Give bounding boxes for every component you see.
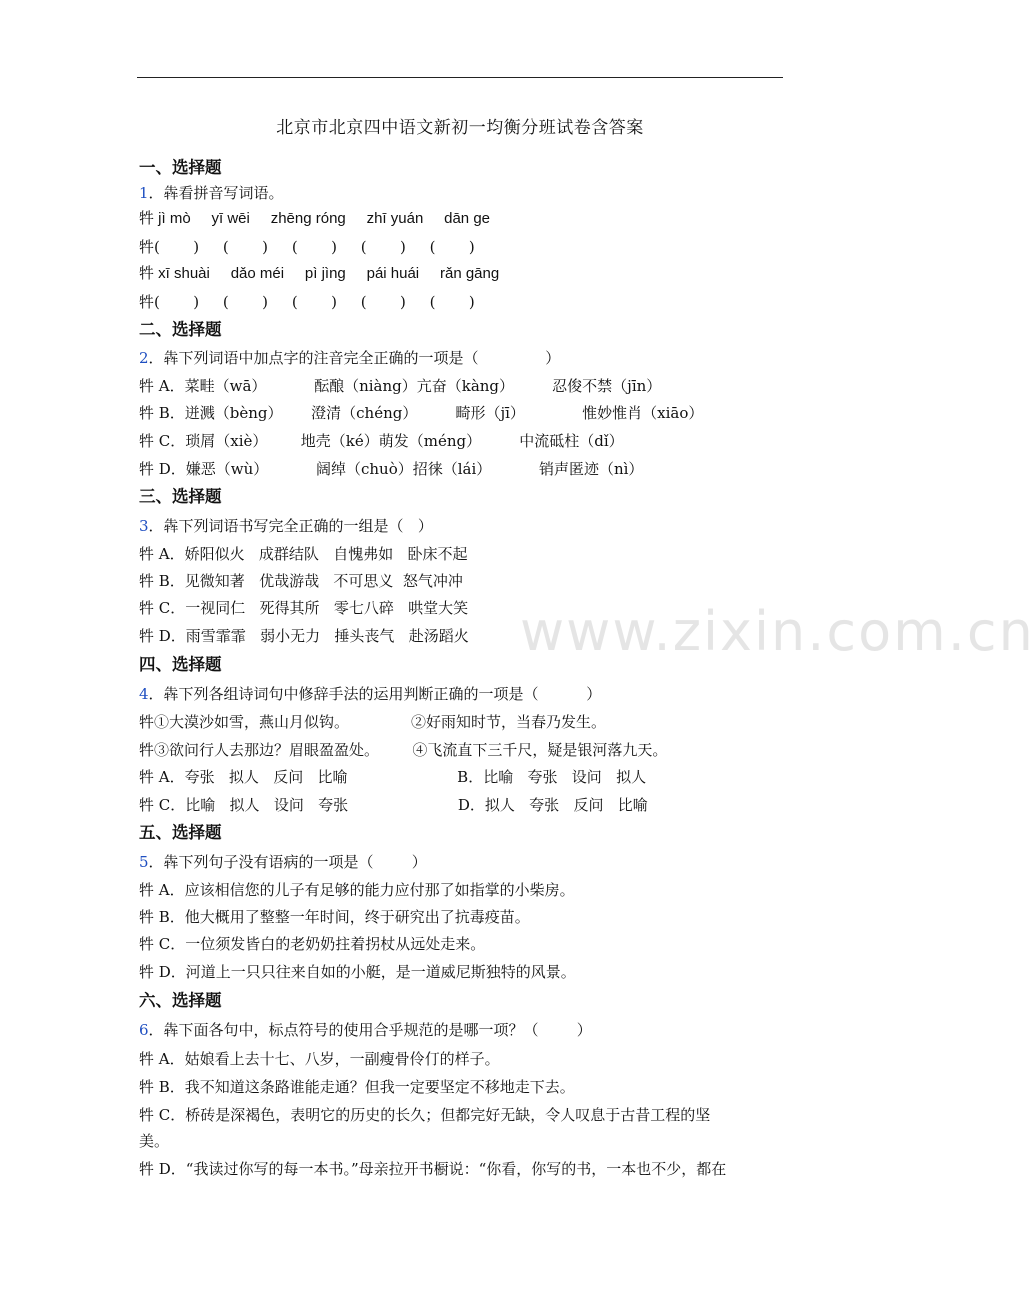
section-heading: 五、选择题 [139, 823, 222, 842]
text-line: 美。 [139, 1132, 170, 1150]
text-line: 牪 D．河道上一只只往来自如的小艇，是一道威尼斯独特的风景。 [139, 963, 576, 981]
text-line: 牪 A．娇阳似火 成群结队 自愧弗如 卧床不起 [139, 545, 468, 563]
question-stem: 6．犇下面各句中，标点符号的使用合乎规范的是哪一项？（ ） [139, 1021, 592, 1039]
text-line: 牪( ) ( ) ( ) ( ) ( ) [139, 293, 475, 311]
text-line: 牪③欲问行人去那边？眉眼盈盈处。 ④飞流直下三千尺，疑是银河落九天。 [139, 741, 668, 759]
text-line: 牪 D．嫌恶（wù） 阔绰（chuò）招徕（lái） 销声匿迹（nì） [139, 460, 644, 478]
section-heading: 二、选择题 [139, 320, 222, 339]
text-line: 牪 C．一位须发皆白的老奶奶拄着拐杖从远处走来。 [139, 935, 486, 953]
text-line: 牪 jì mò yī wēi zhēng róng zhī yuán dān ge [139, 210, 491, 227]
question-stem: 4．犇下列各组诗词句中修辞手法的运用判断正确的一项是（ ） [139, 685, 602, 703]
section-heading: 一、选择题 [139, 158, 222, 177]
question-stem: 3．犇下列词语书写完全正确的一组是（ ） [139, 517, 433, 535]
section-heading: 四、选择题 [139, 655, 222, 674]
text-line: 牪 B．我不知道这条路谁能走通？但我一定要坚定不移地走下去。 [139, 1078, 575, 1096]
text-line: 牪 xī shuài dǎo méi pì jìng pái huái rǎn gāng [139, 265, 500, 282]
text-line: 牪①大漠沙如雪，燕山月似钩。 ②好雨知时节，当春乃发生。 [139, 713, 606, 731]
text-line: 牪 B．迸溅（bèng） 澄清（chéng） 畸形（jī） 惟妙惟肖（xiāo） [139, 404, 704, 422]
section-heading: 三、选择题 [139, 487, 222, 506]
text-line: 牪 A．夸张 拟人 反问 比喻 B．比喻 夸张 设问 拟人 [139, 768, 647, 786]
text-line: 牪 C．一视同仁 死得其所 零七八碎 哄堂大笑 [139, 599, 469, 617]
text-line: 牪 C．琐屑（xiè） 地壳（ké）萌发（méng） 中流砥柱（dǐ） [139, 432, 624, 450]
watermark: www.zixin.com.cn [520, 600, 1035, 663]
text-line: 牪 B．见微知著 优哉游哉 不可思义 怒气冲冲 [139, 572, 463, 590]
text-line: 牪 A．应该相信您的儿子有足够的能力应付那了如指掌的小柴房。 [139, 881, 575, 899]
text-line: 牪 A．菜畦（wā） 酝酿（niàng）亢奋（kàng） 忍俊不禁（jīn） [139, 377, 662, 395]
text-line: 牪 A．姑娘看上去十七、八岁，一副瘦骨伶仃的样子。 [139, 1050, 500, 1068]
text-line: 牪 C．桥砖是深褐色，表明它的历史的长久；但都完好无缺，令人叹息于古昔工程的坚 [139, 1106, 711, 1124]
question-stem: 2．犇下列词语中加点字的注音完全正确的一项是（ ） [139, 349, 561, 367]
text-line: 牪 D．“我读过你写的每一本书。”母亲拉开书橱说：“你看，你写的书，一本也不少，都在 [139, 1160, 727, 1178]
section-heading: 六、选择题 [139, 991, 222, 1010]
header-rule [137, 77, 783, 78]
question-stem: 5．犇下列句子没有语病的一项是（ ） [139, 853, 427, 871]
text-line: 牪 B．他大概用了整整一年时间，终于研究出了抗毒疫苗。 [139, 908, 530, 926]
text-line: 牪 C．比喻 拟人 设问 夸张 D．拟人 夸张 反问 比喻 [139, 796, 648, 814]
text-line: 牪 D．雨雪霏霏 弱小无力 捶头丧气 赴汤蹈火 [139, 627, 469, 645]
text-line: 牪( ) ( ) ( ) ( ) ( ) [139, 238, 475, 256]
question-stem: 1．犇看拼音写词语。 [139, 184, 284, 202]
document-title: 北京市北京四中语文新初一均衡分班试卷含答案 [276, 118, 644, 138]
